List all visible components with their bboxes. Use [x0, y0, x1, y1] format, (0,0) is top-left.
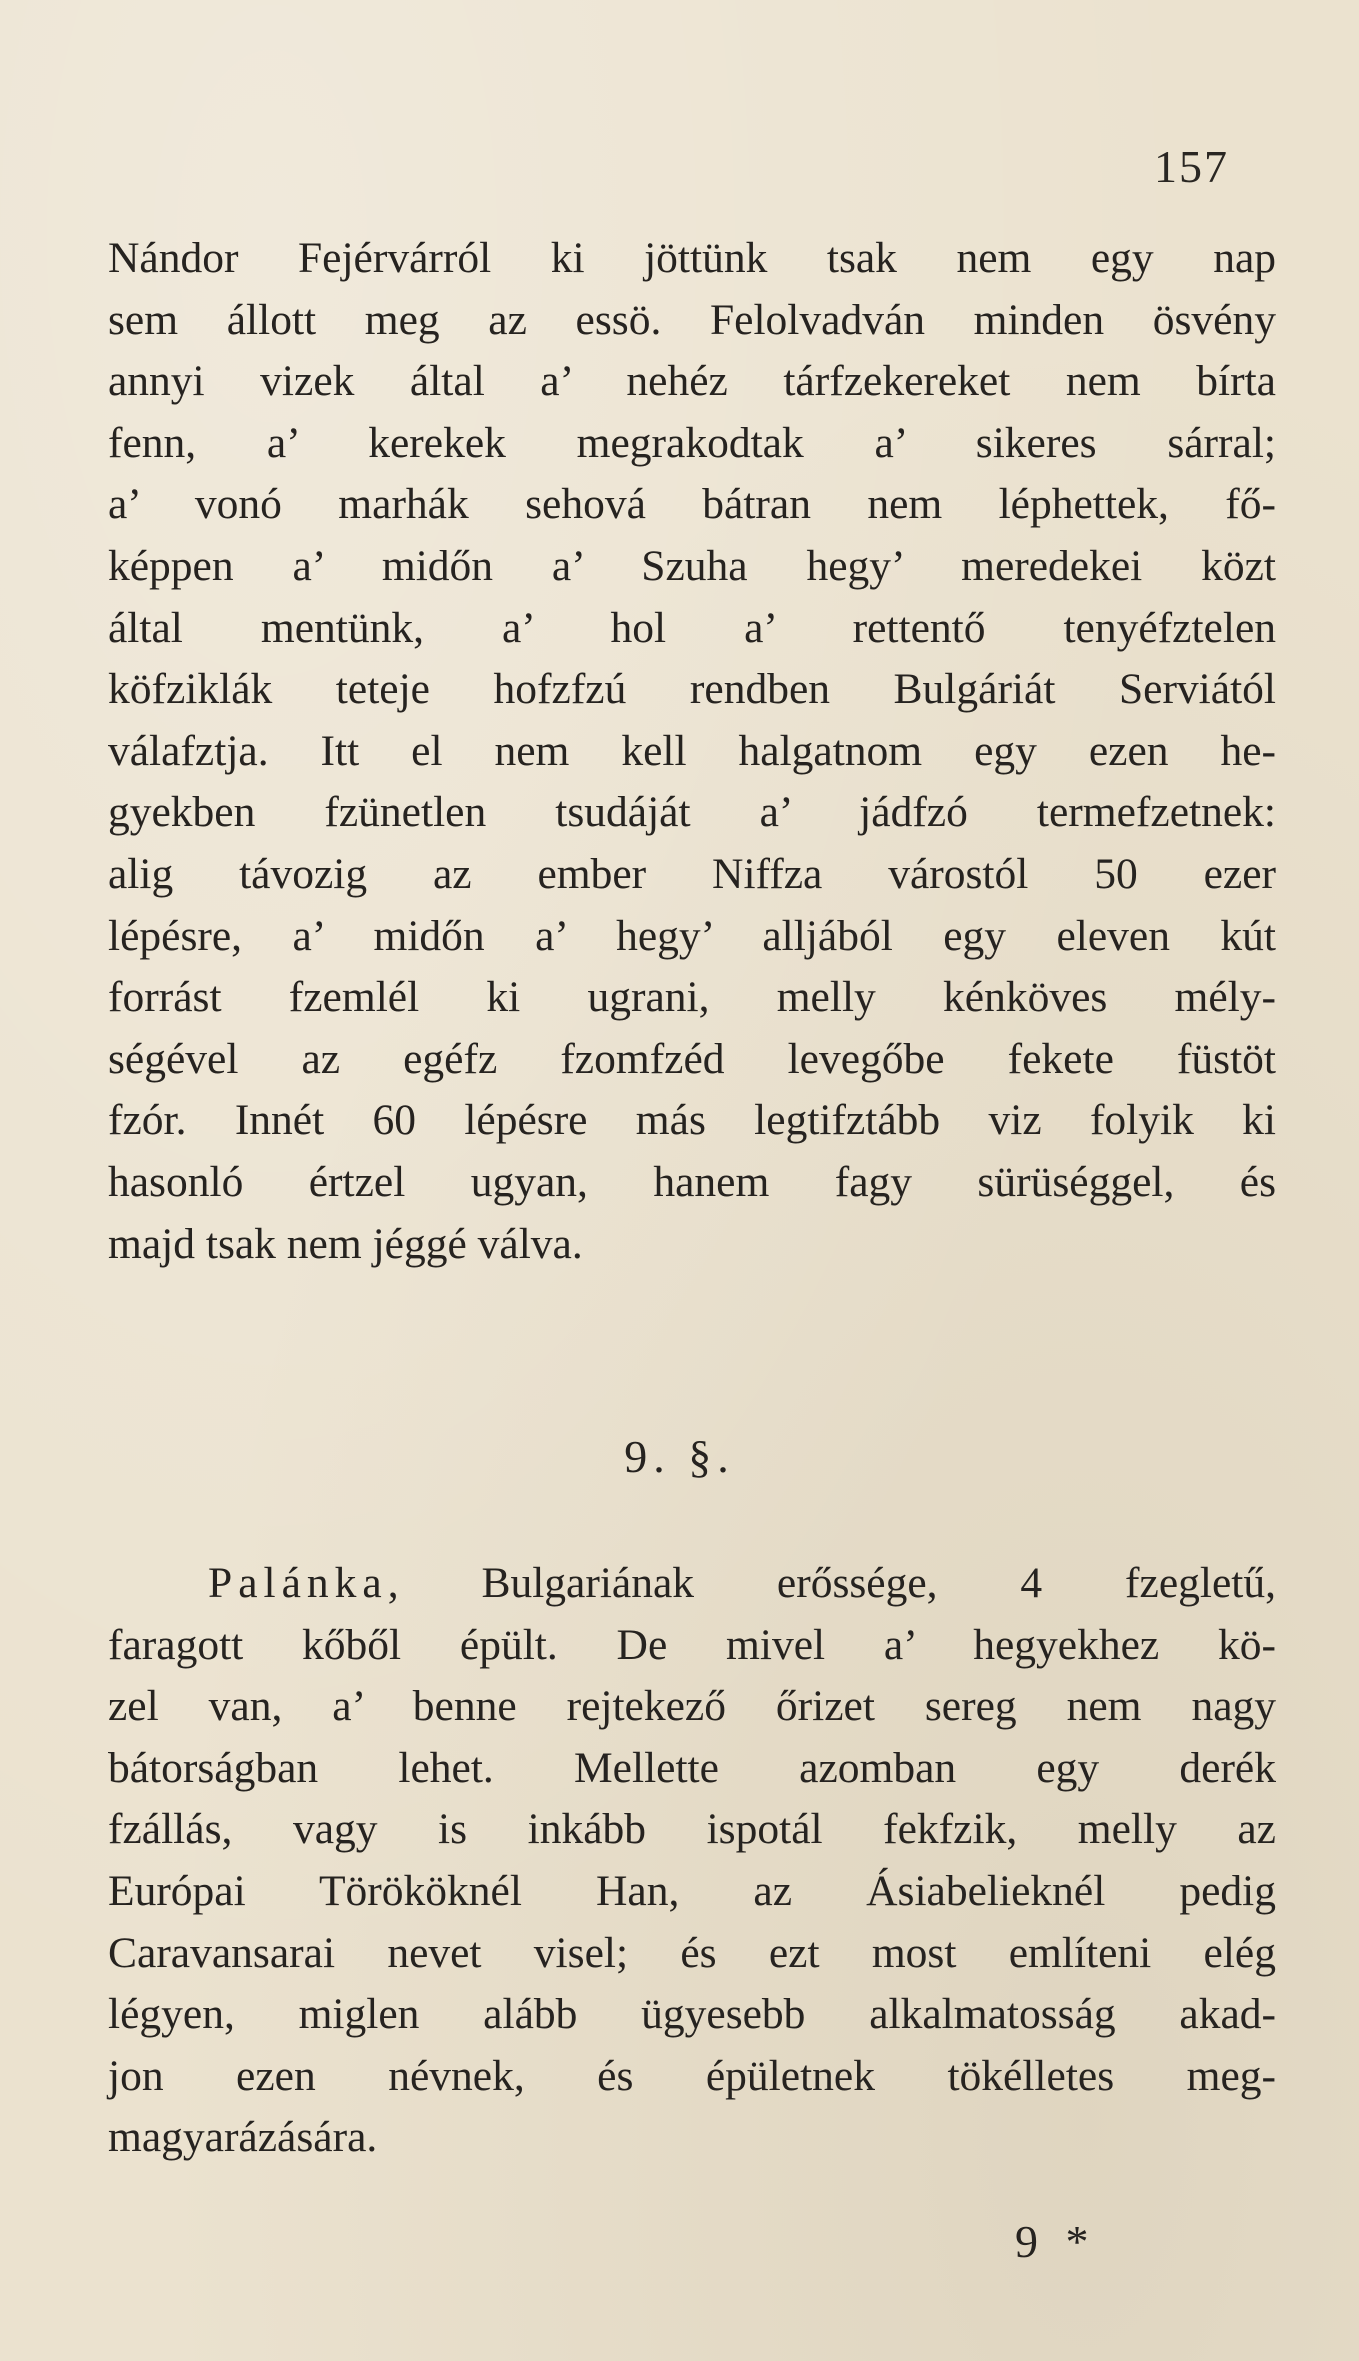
text-line: forrást fzemlél ki ugrani, melly kénköves mély- — [108, 973, 1276, 1022]
text-line: faragott kőből épült. De mivel a’ hegyekhez kö- — [108, 1620, 1276, 1669]
text-line: a’ vonó marhák sehová bátran nem léphettek, fő- — [108, 480, 1276, 529]
text-line: által mentünk, a’ hol a’ rettentő tenyéfztelen — [108, 603, 1276, 652]
text-line: alig távozig az ember Niffza várostól 50 ezer — [108, 849, 1276, 898]
text-line: Caravansarai nevet visel; és ezt most említeni elég — [108, 1928, 1276, 1977]
text-line: fzór. Innét 60 lépésre más legtifztább viz folyik ki — [108, 1096, 1276, 1145]
text-line: zel van, a’ benne rejtekező őrizet sereg nem nagy — [108, 1682, 1276, 1731]
text-line: bátorságban lehet. Mellette azomban egy derék — [108, 1743, 1276, 1792]
text-line: fzállás, vagy is inkább ispotál fekfzik, melly az — [108, 1805, 1276, 1854]
text-line: gyekben fzünetlen tsudáját a’ jádfzó termefzetnek: — [108, 788, 1276, 837]
text-line: Európai Törököknél Han, az Ásiabelieknél pedig — [108, 1866, 1276, 1915]
text-line: légyen, miglen alább ügyesebb alkalmatosság akad- — [108, 1990, 1276, 2039]
signature-mark: 9 * — [1015, 2216, 1097, 2267]
text-line: hasonló értzel ugyan, hanem fagy sürüséggel, és — [108, 1157, 1276, 1206]
text-line: fenn, a’ kerekek megrakodtak a’ sikeres sárral; — [108, 418, 1276, 467]
text-line: lépésre, a’ midőn a’ hegy’ alljából egy eleven kút — [108, 911, 1276, 960]
paragraph-1 — [108, 228, 1276, 1275]
text-line-first — [108, 1553, 1276, 1615]
text-line: jon ezen névnek, és épületnek tökélletes meg- — [108, 2051, 1276, 2100]
text-line: ségével az egéfz fzomfzéd levegőbe fekete füstöt — [108, 1034, 1276, 1083]
text-line: magyarázására. — [108, 2113, 378, 2162]
page-number: 157 — [1154, 141, 1229, 192]
text-line: Nándor Fejérvárról ki jöttünk tsak nem egy nap — [108, 234, 1276, 282]
text-line: köfziklák teteje hofzfzú rendben Bulgáriát Serviától — [108, 665, 1276, 714]
text-line: annyi vizek által a’ nehéz tárfzekereket nem bírta — [108, 357, 1276, 406]
text-line: képpen a’ midőn a’ Szuha hegy’ meredekei közt — [108, 541, 1276, 590]
text-line: majd tsak nem jéggé válva. — [108, 1219, 583, 1268]
spaced-first-word: Palánka — [208, 1559, 388, 1607]
text-line: sem állott meg az essö. Felolvadván minden ösvény — [108, 295, 1276, 344]
section-heading: 9. §. — [624, 1431, 735, 1482]
text-line: válafztja. Itt el nem kell halgatnom egy ezen he- — [108, 726, 1276, 775]
paragraph-2 — [108, 1553, 1276, 2169]
first-line-rest: , Bulgariának erőssége, 4 fzegletű, — [387, 1559, 1276, 1607]
